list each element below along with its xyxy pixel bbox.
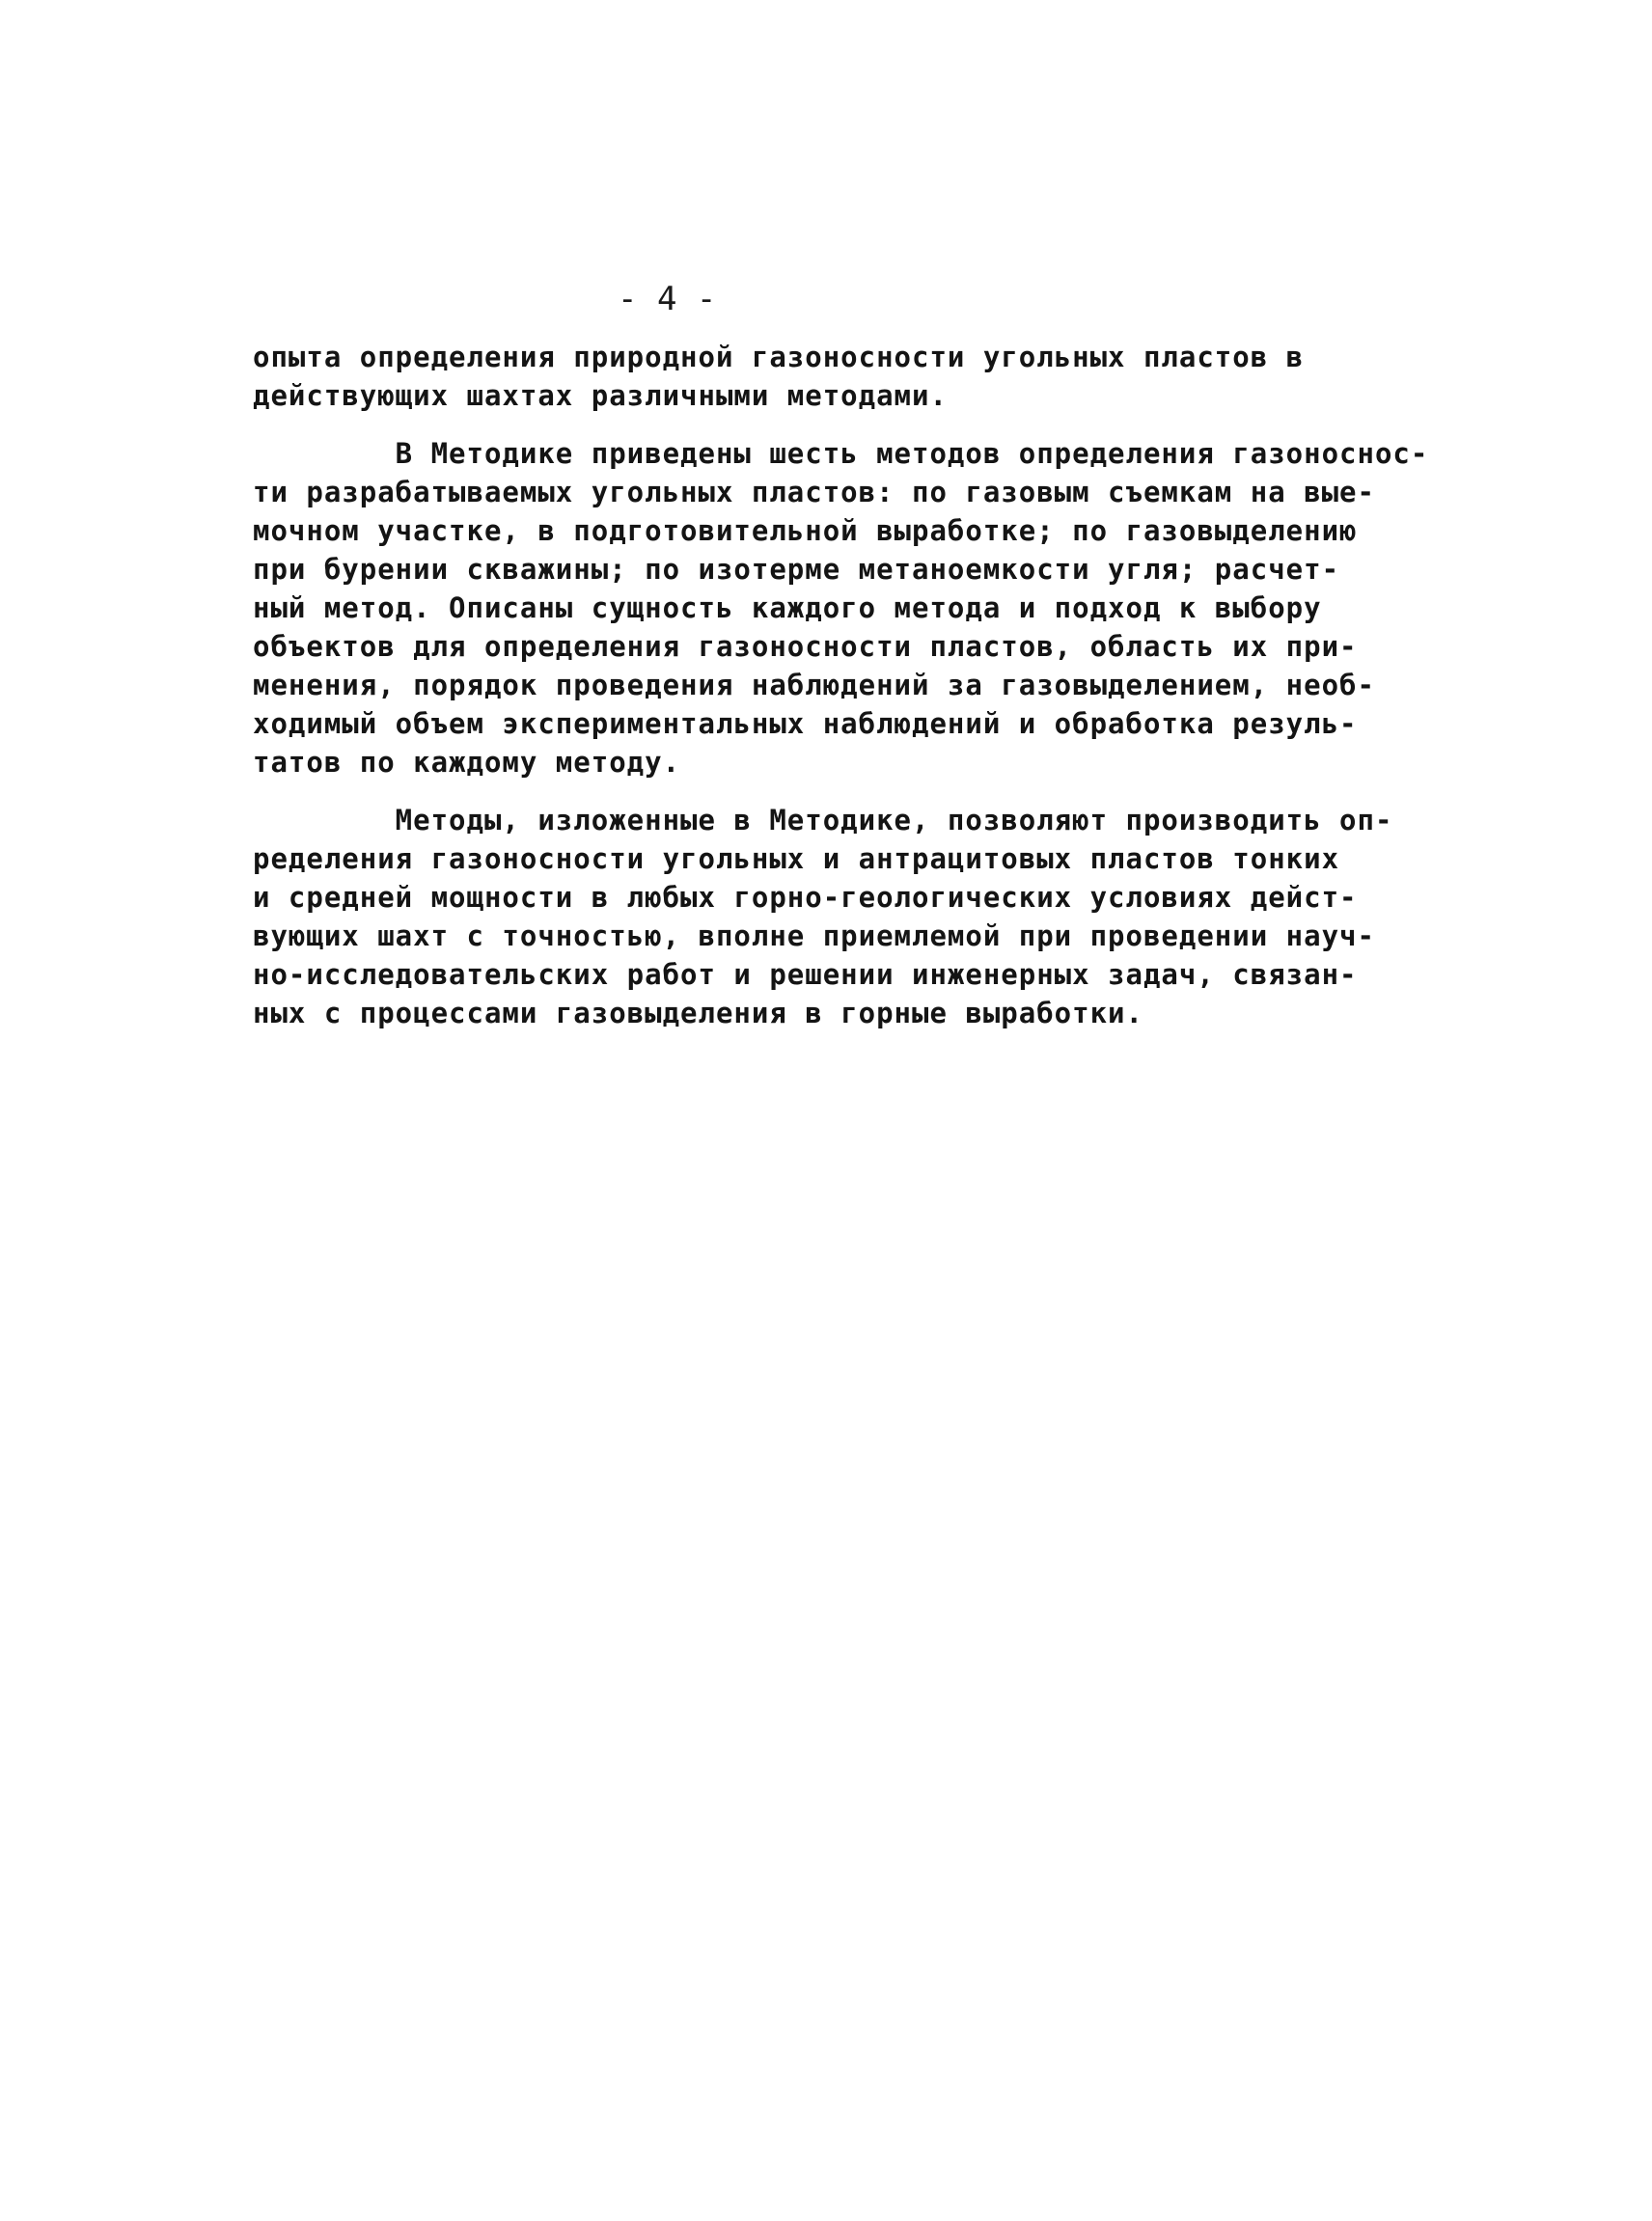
text-line: ходимый объем экспериментальных наблюдений и обработка резуль- — [253, 707, 1358, 740]
body-text — [253, 338, 1429, 1032]
text-line: ти разрабатываемых угольных пластов: по газовым съемкам на вые- — [253, 476, 1375, 508]
text-line: ный метод. Описаны сущность каждого метода и подход к выбору — [253, 591, 1322, 624]
paragraph-1 — [253, 338, 1420, 415]
paragraph-2 — [253, 434, 1429, 781]
text-line: объектов для определения газоносности пластов, область их при- — [253, 630, 1358, 663]
text-line: опыта определения природной газоносности угольных пластов в — [253, 341, 1305, 373]
text-line: вующих шахт с точностью, вполне приемлемой при проведении науч- — [253, 919, 1375, 952]
text-line: В Методике приведены шесть методов определения газоноснос- — [253, 437, 1429, 470]
page-number: - 4 - — [618, 280, 717, 318]
text-line: ных с процессами газовыделения в горные выработки. — [253, 997, 1143, 1029]
text-line: действующих шахтах различными методами. — [253, 379, 948, 412]
text-line: ределения газоносности угольных и антрацитовых пластов тонких — [253, 842, 1340, 875]
text-line: мочном участке, в подготовительной выработке; по газовыделению — [253, 514, 1358, 547]
text-line: татов по каждому методу. — [253, 746, 681, 779]
text-line: Методы, изложенные в Методике, позволяют производить оп- — [253, 804, 1393, 836]
text-line: и средней мощности в любых горно-геологических условиях дейст- — [253, 881, 1358, 914]
text-line: менения, порядок проведения наблюдений за газовыделением, необ- — [253, 669, 1375, 701]
paragraph-3 — [253, 801, 1420, 1032]
text-line: но-исследовательских работ и решении инженерных задач, связан- — [253, 958, 1358, 991]
text-line: при бурении скважины; по изотерме метаноемкости угля; расчет- — [253, 553, 1340, 586]
